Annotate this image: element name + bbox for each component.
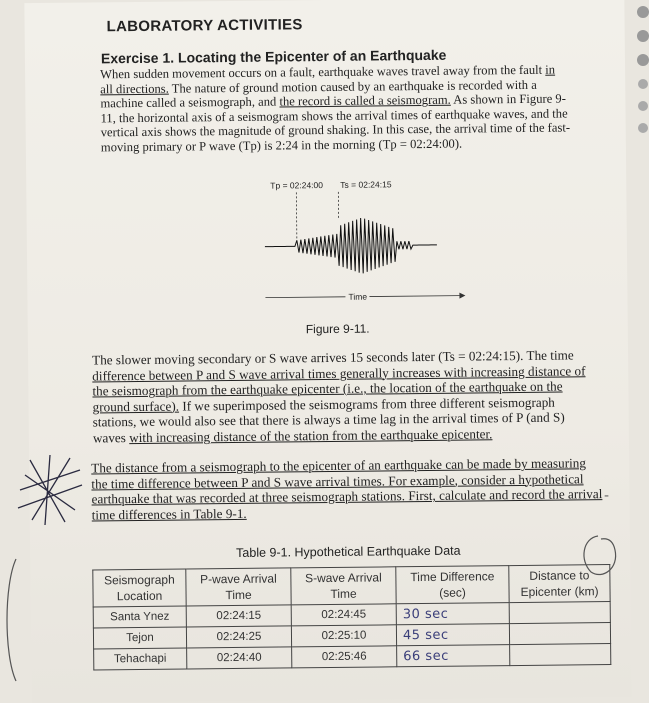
p-wave-cell: 02:24:15 [186, 605, 291, 627]
binder-rings [627, 0, 649, 140]
p-wave-cell: 02:24:25 [186, 626, 291, 648]
instructions-paragraph: The distance from a seismograph to the epicenter of an earthquake can be made by measuring the time difference between P and S wave arrival times. For example, consider a hypothetical earthquake that was recorded at three seismograph stations. First, calculate and record the arrival time differences in Table 9-1. [91, 455, 604, 522]
time-axis-right [369, 296, 459, 297]
s-wave-paragraph: The slower moving secondary or S wave arrives 15 seconds later (Ts = 02:24:15). The time difference between P and S wave arrival times generally increases with increasing distance of the seismograph from the earthquake epicenter (i.e., the location of the earthquake on the ground surface). If we superimposed the seismograms from three different seismograph stations, we would also see that there is always a time lag in the arrival times of P (and S) waves with increasing distance of the station from the earthquake epicenter. [92, 347, 593, 445]
difference-cell: 66 sec [397, 645, 510, 667]
header-p-wave: P-wave Arrival Time [186, 568, 291, 606]
difference-cell: 30 sec [396, 603, 509, 625]
p-wave-cell: 02:24:40 [187, 647, 292, 669]
location-cell: Santa Ynez [93, 606, 186, 628]
time-axis-arrow [459, 293, 465, 299]
difference-cell: 45 sec [396, 624, 509, 646]
handwritten-circle [573, 530, 623, 580]
figure-caption: Figure 9-11. [306, 322, 370, 337]
exercise-title: Exercise 1. Locating the Epicenter of an Earthquake [101, 47, 447, 67]
margin-mark: - [604, 488, 609, 504]
header-time-difference: Time Difference (sec) [396, 566, 509, 604]
table-caption: Table 9-1. Hypothetical Earthquake Data [236, 544, 461, 560]
table-header-row [93, 565, 610, 607]
earthquake-data-table [92, 564, 611, 670]
table-row [94, 644, 611, 670]
s-wave-cell: 02:25:46 [292, 646, 397, 668]
location-cell: Tehachapi [94, 648, 187, 670]
s-wave-cell: 02:25:10 [291, 625, 396, 647]
intro-paragraph: When sudden movement occurs on a fault, earthquake waves travel away from the fault in all directions. The nature of ground motion caused by an earthquake is recorded with a machine called a seismograph, and the record is called a seismogram. As shown in Figure 9-11, the horizontal axis of a seismogram shows the arrival times of earthquake waves, and the vertical axis shows the magnitude of ground shaking. In this case, the arrival time of the fast-moving primary or P wave (Tp) is 2:24 in the morning (Tp = 02:24:00). [100, 62, 571, 154]
time-axis-label: Time [348, 292, 367, 302]
seismogram-figure [226, 176, 477, 319]
distance-cell [509, 623, 610, 645]
location-cell: Tejon [93, 627, 186, 649]
s-wave-cell: 02:24:45 [291, 604, 396, 626]
distance-cell [509, 602, 610, 624]
handwritten-bracket [0, 555, 20, 685]
seismogram-svg [226, 176, 477, 319]
seismogram-trace [265, 217, 438, 274]
tp-label: Tp = 02:24:00 [270, 180, 323, 191]
section-heading: LABORATORY ACTIVITIES [107, 16, 303, 35]
header-distance: Distance to Epicenter (km) [509, 565, 610, 603]
handwritten-star-scribble [10, 450, 90, 530]
distance-cell [510, 644, 611, 666]
header-location: Seismograph Location [93, 569, 186, 607]
header-s-wave: S-wave Arrival Time [291, 567, 396, 605]
textbook-page [24, 0, 631, 703]
time-axis-left [265, 297, 345, 298]
ts-label: Ts = 02:24:15 [340, 179, 392, 190]
